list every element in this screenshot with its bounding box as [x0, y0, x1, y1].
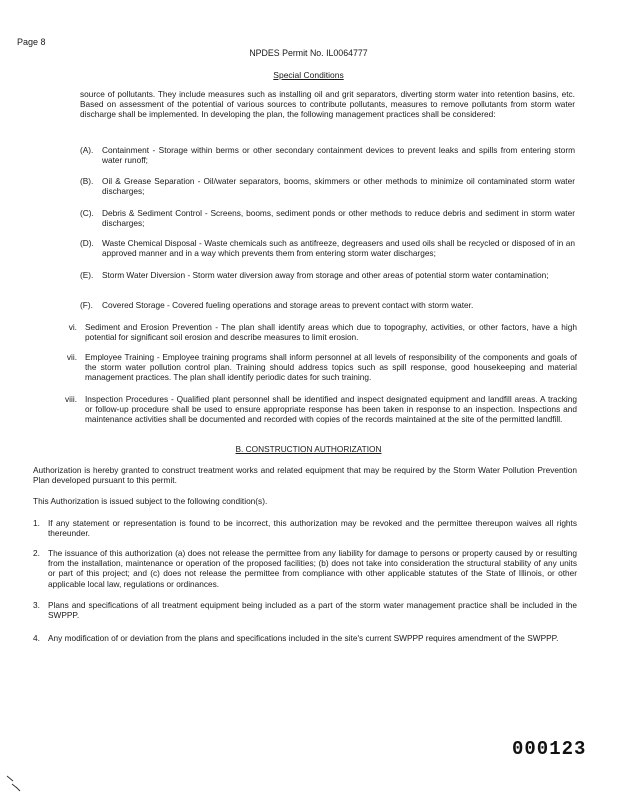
condition-label: 2.	[33, 548, 40, 558]
practice-text: Containment - Storage within berms or other secondary containment devices to prevent leaks and spills from entering storm water runoff;	[102, 145, 575, 166]
condition-label: 1.	[33, 518, 40, 528]
permit-title: NPDES Permit No. IL0064777	[249, 48, 368, 58]
practice-text: Storm Water Diversion - Storm water diversion away from storage and other areas of potential storm water contamination;	[102, 270, 549, 280]
practice-text: Covered Storage - Covered fueling operations and storage areas to prevent contact with storm water.	[102, 300, 474, 310]
practice-text: Oil & Grease Separation - Oil/water separators, booms, skimmers or other methods to minimize oil contaminated storm water discharges;	[102, 176, 575, 197]
condition-label: 4.	[33, 633, 40, 643]
special-conditions-heading: Special Conditions	[273, 70, 344, 80]
roman-text: Inspection Procedures - Qualified plant personnel shall be identified and inspect designated equipment and landfill areas. A tracking or follow-up procedure shall be used to ensure appropriate response has been taken in response to an inspection. Inspections and maintenance activities shall be documented and recorded with copies of the records maintained at the site of the permitted landfill.	[85, 394, 577, 425]
condition-text: Plans and specifications of all treatment equipment being included as a part of the storm water management practice shall be included in the SWPPP.	[48, 600, 577, 621]
practice-text: Debris & Sediment Control - Screens, booms, sediment ponds or other methods to reduce debris and sediment in storm water discharges;	[102, 208, 575, 229]
condition-text: If any statement or representation is found to be incorrect, this authorization may be revoked and the permittee thereupon waives all rights thereunder.	[48, 518, 577, 539]
condition-text: Any modification of or deviation from the plans and specifications included in the site's current SWPPP requires amendment of the SWPPP.	[48, 633, 559, 643]
condition-label: 3.	[33, 600, 40, 610]
practice-label: (B).	[80, 176, 94, 186]
practice-text: Waste Chemical Disposal - Waste chemicals such as antifreeze, degreasers and used oils shall be recycled or disposed of in an approved manner and in a way which prevents them from entering storm water discharges;	[102, 238, 575, 259]
practice-label: (F).	[80, 300, 93, 310]
practice-label: (C).	[80, 208, 94, 218]
roman-label: vii.	[66, 352, 77, 362]
practice-label: (E).	[80, 270, 94, 280]
subject-paragraph: This Authorization is issued subject to the following condition(s).	[33, 496, 268, 506]
roman-label: viii.	[65, 394, 77, 404]
roman-text: Employee Training - Employee training programs shall inform personnel at all levels of responsibility of the components and goals of the storm water pollution control plan. Training should address topics such as spill response, good housekeeping and material management practices. The plan shall identify periodic dates for such training.	[85, 352, 577, 383]
bates-number-stamp: 000123	[512, 738, 587, 760]
practice-label: (A).	[80, 145, 94, 155]
section-b-heading: B. CONSTRUCTION AUTHORIZATION	[235, 444, 382, 454]
roman-text: Sediment and Erosion Prevention - The plan shall identify areas which due to topography, activities, or other factors, have a high potential for significant soil erosion and describe measures to limit erosion.	[85, 322, 577, 343]
condition-text: The issuance of this authorization (a) does not release the permittee from any liability for damage to persons or property caused by or resulting from the installation, maintenance or operation of the proposed facilities; (b) does not take into consideration the structural stability of any units or part of this project; and (c) does not release the permittee from compliance with other applicable statutes of the State of Illinois, or other applicable local law, regulations or ordinances.	[48, 548, 577, 589]
practice-label: (D).	[80, 238, 94, 248]
roman-label: vi.	[68, 322, 77, 332]
scan-mark-icon	[5, 772, 25, 792]
authorization-paragraph: Authorization is hereby granted to construct treatment works and related equipment that may be required by the Storm Water Pollution Prevention Plan developed pursuant to this permit.	[33, 465, 577, 486]
page-number: Page 8	[17, 37, 46, 47]
intro-paragraph: source of pollutants. They include measures such as installing oil and grit separators, diverting storm water into retention basins, etc. Based on assessment of the potential of various sources to contribute pollutants, measures to remove pollutants from storm water discharge shall be implemented. In developing the plan, the following management practices shall be considered:	[80, 89, 575, 120]
